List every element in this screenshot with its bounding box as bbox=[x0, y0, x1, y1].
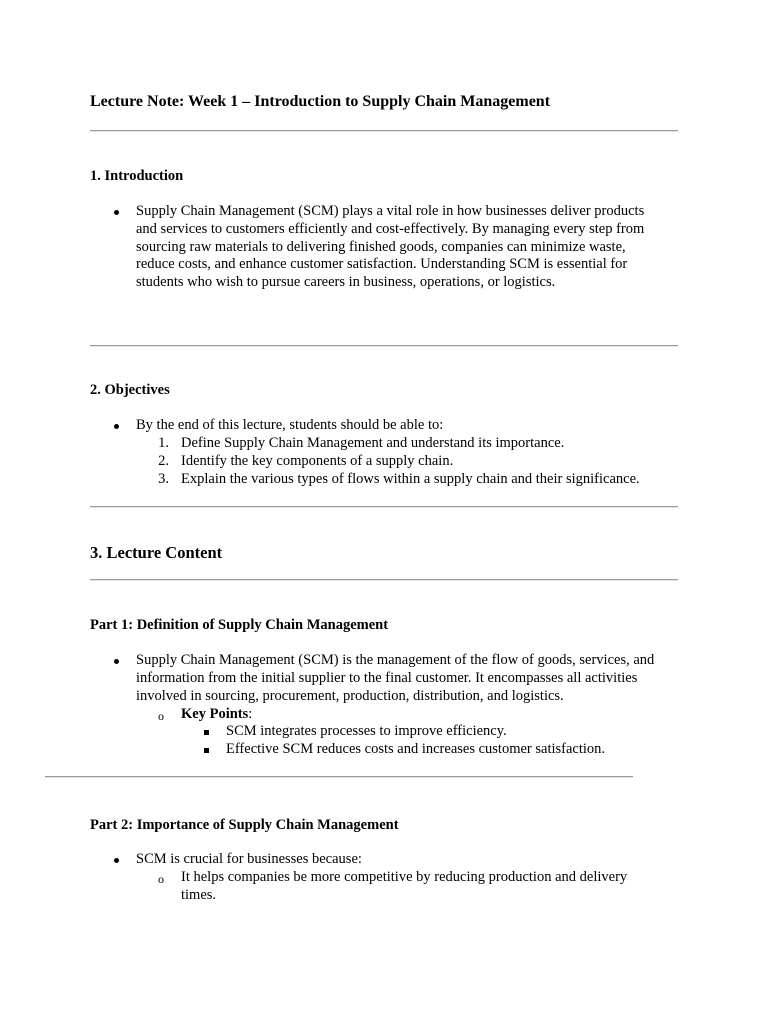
section-heading-objectives: 2. Objectives bbox=[90, 382, 170, 398]
bullet-disc-icon bbox=[114, 858, 119, 863]
part-heading-definition: Part 1: Definition of Supply Chain Management bbox=[90, 617, 389, 633]
square-bullet-icon bbox=[204, 730, 209, 735]
section-heading-lecture-content: 3. Lecture Content bbox=[90, 543, 223, 562]
square-bullet-icon bbox=[204, 748, 209, 753]
horizontal-rule bbox=[90, 345, 678, 347]
paragraph-line: It helps companies be more competitive by reducing production and delivery bbox=[181, 869, 628, 885]
horizontal-rule bbox=[90, 506, 678, 508]
paragraph-line: students who wish to pursue careers in business, operations, or logistics. bbox=[136, 274, 556, 291]
part-heading-importance: Part 2: Importance of Supply Chain Management bbox=[90, 817, 399, 833]
horizontal-rule bbox=[90, 579, 678, 581]
paragraph-line: Supply Chain Management (SCM) is the management of the flow of goods, services, and bbox=[136, 652, 655, 668]
horizontal-rule bbox=[90, 130, 678, 132]
bullet-disc-icon bbox=[114, 210, 119, 215]
document-title: Lecture Note: Week 1 – Introduction to Supply Chain Management bbox=[90, 93, 551, 110]
paragraph-line: Supply Chain Management (SCM) plays a vital role in how businesses deliver products bbox=[136, 203, 645, 219]
paragraph-line: reduce costs, and enhance customer satisfaction. Understanding SCM is essential for bbox=[136, 256, 628, 273]
paragraph-line: involved in sourcing, procurement, production, distribution, and logistics. bbox=[136, 687, 564, 704]
bullet-disc-icon bbox=[114, 424, 119, 429]
sub-bullet-marker: o bbox=[158, 709, 164, 723]
paragraph-line: and services to customers efficiently and cost-effectively. By managing every step from bbox=[136, 220, 645, 237]
paragraph-line: times. bbox=[181, 886, 217, 903]
objective-item: Define Supply Chain Management and understand its importance. bbox=[181, 435, 565, 451]
list-number: 2. bbox=[158, 453, 169, 469]
importance-intro: SCM is crucial for businesses because: bbox=[136, 851, 362, 867]
horizontal-rule bbox=[45, 776, 633, 778]
introduction-paragraph bbox=[136, 203, 644, 292]
list-number: 1. bbox=[158, 435, 169, 451]
bullet-disc-icon bbox=[114, 659, 119, 664]
importance-sub-item bbox=[181, 869, 627, 905]
key-point-item: Effective SCM reduces costs and increases customer satisfaction. bbox=[226, 741, 606, 757]
key-point-item: SCM integrates processes to improve efficiency. bbox=[226, 723, 507, 739]
objective-item: Identify the key components of a supply chain. bbox=[181, 453, 454, 469]
key-points-label: Key Points bbox=[181, 706, 249, 722]
objectives-intro: By the end of this lecture, students should be able to: bbox=[136, 417, 444, 433]
paragraph-line: information from the initial supplier to the final customer. It encompasses all activities bbox=[136, 669, 638, 686]
sub-bullet-marker: o bbox=[158, 872, 164, 886]
paragraph-line: sourcing raw materials to delivering finished goods, companies can minimize waste, bbox=[136, 238, 626, 255]
key-points-label-row bbox=[181, 706, 252, 724]
objective-item: Explain the various types of flows within a supply chain and their significance. bbox=[181, 471, 640, 487]
section-heading-introduction: 1. Introduction bbox=[90, 168, 184, 184]
list-number: 3. bbox=[158, 471, 169, 487]
key-points-colon: : bbox=[248, 706, 253, 722]
definition-paragraph bbox=[136, 652, 654, 705]
